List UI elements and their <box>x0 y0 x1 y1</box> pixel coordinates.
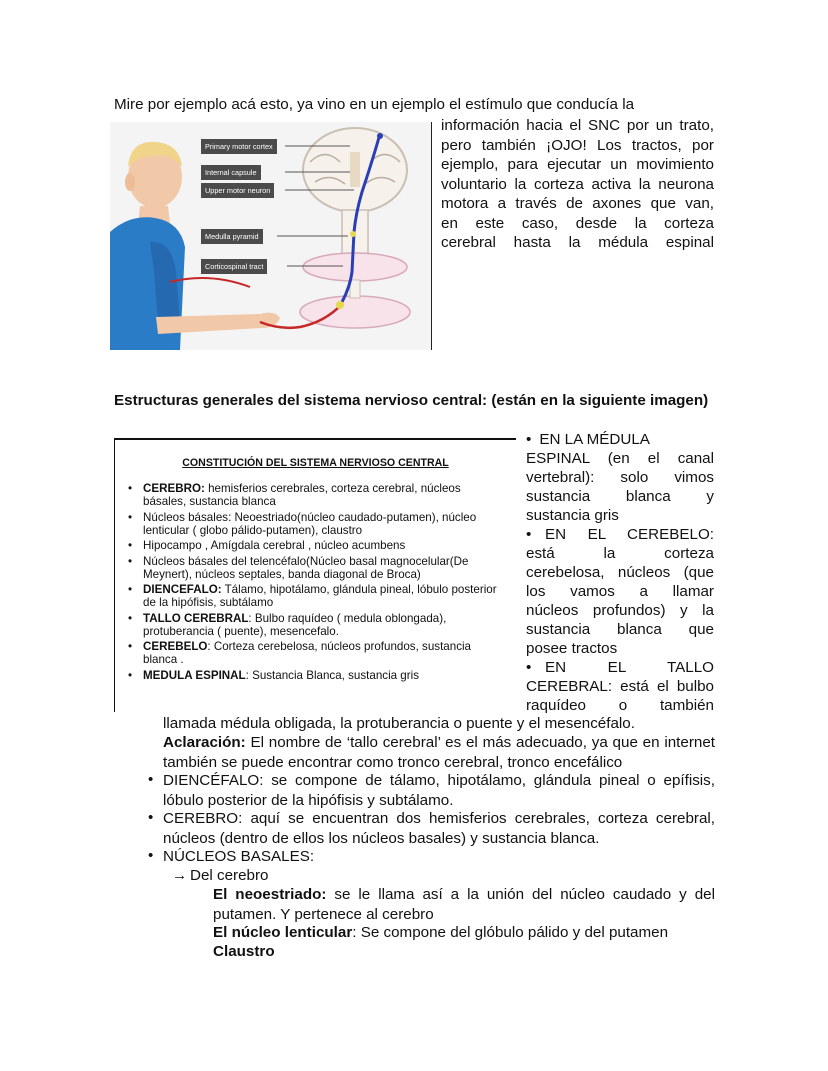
figure-title: CONSTITUCIÓN DEL SISTEMA NERVIOSO CENTRAL <box>182 457 449 469</box>
bullet-dot: • <box>148 771 154 788</box>
aclaracion-paragraph: Aclaración: El nombre de ‘tallo cerebral’ es el más adecuado, ya que en internet también se puede encontrar como tronco cerebral, tronco encefálico <box>163 734 715 771</box>
list-item: • TALLO CEREBRAL: Bulbo raquídeo ( medula oblongada), protuberancia ( puente), mesencefalo. <box>128 611 447 638</box>
aclaracion-label: Aclaración: <box>163 734 246 751</box>
list-item: • CEREBELO: Corteza cerebelosa, núcleos profundos, sustancia blanca . <box>128 640 472 666</box>
motor-pathway-illustration <box>110 122 432 350</box>
bullet-dot: • <box>148 809 154 826</box>
cns-list <box>127 482 505 684</box>
medula-line: • EN LA MÉDULA <box>526 430 714 449</box>
figure-rule <box>114 438 516 440</box>
cerebelo-line: núcleos profundos) y la <box>526 602 714 619</box>
intro-wrapped-text <box>441 116 714 253</box>
list-item: • DIENCEFALO: Tálamo, hipotálamo, glándula pineal, lóbulo posterior de la hipófisis, subtálamo <box>128 583 497 609</box>
bullet-dot: • <box>148 847 154 864</box>
arrow-icon: → <box>172 867 188 884</box>
list-item: • CEREBRO: hemisferios cerebrales, corteza cerebral, núcleos básales, sustancia blanca <box>128 482 461 508</box>
cns-constitution-figure <box>114 438 516 712</box>
intro-line: información hacia el SNC por un trato, <box>441 117 714 134</box>
motor-pathway-figure <box>110 122 432 350</box>
cerebelo-line: está la corteza <box>526 545 714 562</box>
intro-line: voluntario la corteza activa la neurona <box>441 175 714 193</box>
label-primary-motor-cortex: Primary motor cortex <box>201 139 277 154</box>
medula-heading: EN LA MÉDULA <box>539 431 650 448</box>
intro-first-line: Mire por ejemplo acá esto, ya vino en un ejemplo el estímulo que conducía la <box>114 96 635 113</box>
list-item: • Núcleos básales: Neoestriado(núcleo caudado-putamen), núcleo lenticular ( globo pálido-putamen), claustro <box>128 510 477 537</box>
lenticular-paragraph: El núcleo lenticular: Se compone del glóbulo pálido y del putamen <box>213 924 669 941</box>
intro-line: motora a través de axones que van, <box>441 195 714 212</box>
list-item: • Núcleos básales del telencéfalo(Núcleo basal magnocelular(De Meynert), núcleos septales, banda diagonal de Broca) <box>128 554 469 581</box>
medula-line: ESPINAL (en el canal <box>526 450 714 467</box>
nucleos-basales-heading: NÚCLEOS BASALES: <box>163 848 315 865</box>
intro-line: en este caso, desde la corteza <box>441 214 714 232</box>
cerebelo-line: sustancia blanca que <box>526 621 714 638</box>
cerebro-paragraph: CEREBRO: aquí se encuentran dos hemisferios cerebrales, corteza cerebral, núcleos (dentro de ellos los núcleos basales) y sustancia blanca. <box>163 810 715 847</box>
medula-line: sustancia gris <box>526 507 619 524</box>
list-item: • MEDULA ESPINAL: Sustancia Blanca, sustancia gris <box>128 668 419 682</box>
medula-line: vertebral): solo vimos <box>526 469 714 486</box>
cerebelo-line: posee tractos <box>526 640 618 657</box>
diencefalo-paragraph: DIENCÉFALO: se compone de tálamo, hipotálamo, glándula pineal o epífisis, lóbulo posterior de la hipófisis y subtálamo. <box>163 772 715 809</box>
cerebelo-heading: EN EL CEREBELO: <box>545 526 714 543</box>
lenticular-label: El núcleo lenticular <box>213 924 353 941</box>
cerebelo-line: cerebelosa, núcleos (que <box>526 564 714 581</box>
label-upper-motor-neuron: Upper motor neuron <box>201 183 274 198</box>
bullet-dot: • <box>526 659 532 676</box>
bullet-dot: • <box>526 526 532 543</box>
del-cerebro-label: Del cerebro <box>190 867 269 884</box>
label-corticospinal-tract: Corticospinal tract <box>201 259 267 274</box>
list-item: • Hipocampo , Amígdala cerebral , núcleo acumbens <box>128 539 406 552</box>
cerebelo-line: los vamos a llamar <box>526 583 714 600</box>
intro-line: cerebral hasta la médula espinal <box>441 234 714 251</box>
tallo-heading: EN EL TALLO <box>545 659 714 676</box>
label-internal-capsule: Internal capsule <box>201 165 261 180</box>
tallo-line: raquídeo o también <box>526 697 714 714</box>
tallo-continuation: llamada médula obligada, la protuberancia o puente y el mesencéfalo. <box>163 715 635 732</box>
claustro-label: Claustro <box>213 943 275 960</box>
intro-line: pero también ¡OJO! Los tractos, por <box>441 136 714 154</box>
neoestriado-paragraph: El neoestriado: se le llama así a la unión del núcleo caudado y del putamen. Y pertenece al cerebro <box>213 886 715 923</box>
tallo-line: CEREBRAL: está el bulbo <box>526 678 714 695</box>
label-medulla-pyramid: Medulla pyramid <box>201 229 263 244</box>
neoestriado-label: El neoestriado: <box>213 886 327 903</box>
intro-line: ejemplo, para ejecutar un movimiento <box>441 156 714 173</box>
section-heading: Estructuras generales del sistema nervioso central: (están en la siguiente imagen) <box>114 392 709 409</box>
medula-line: sustancia blanca y <box>526 488 714 505</box>
